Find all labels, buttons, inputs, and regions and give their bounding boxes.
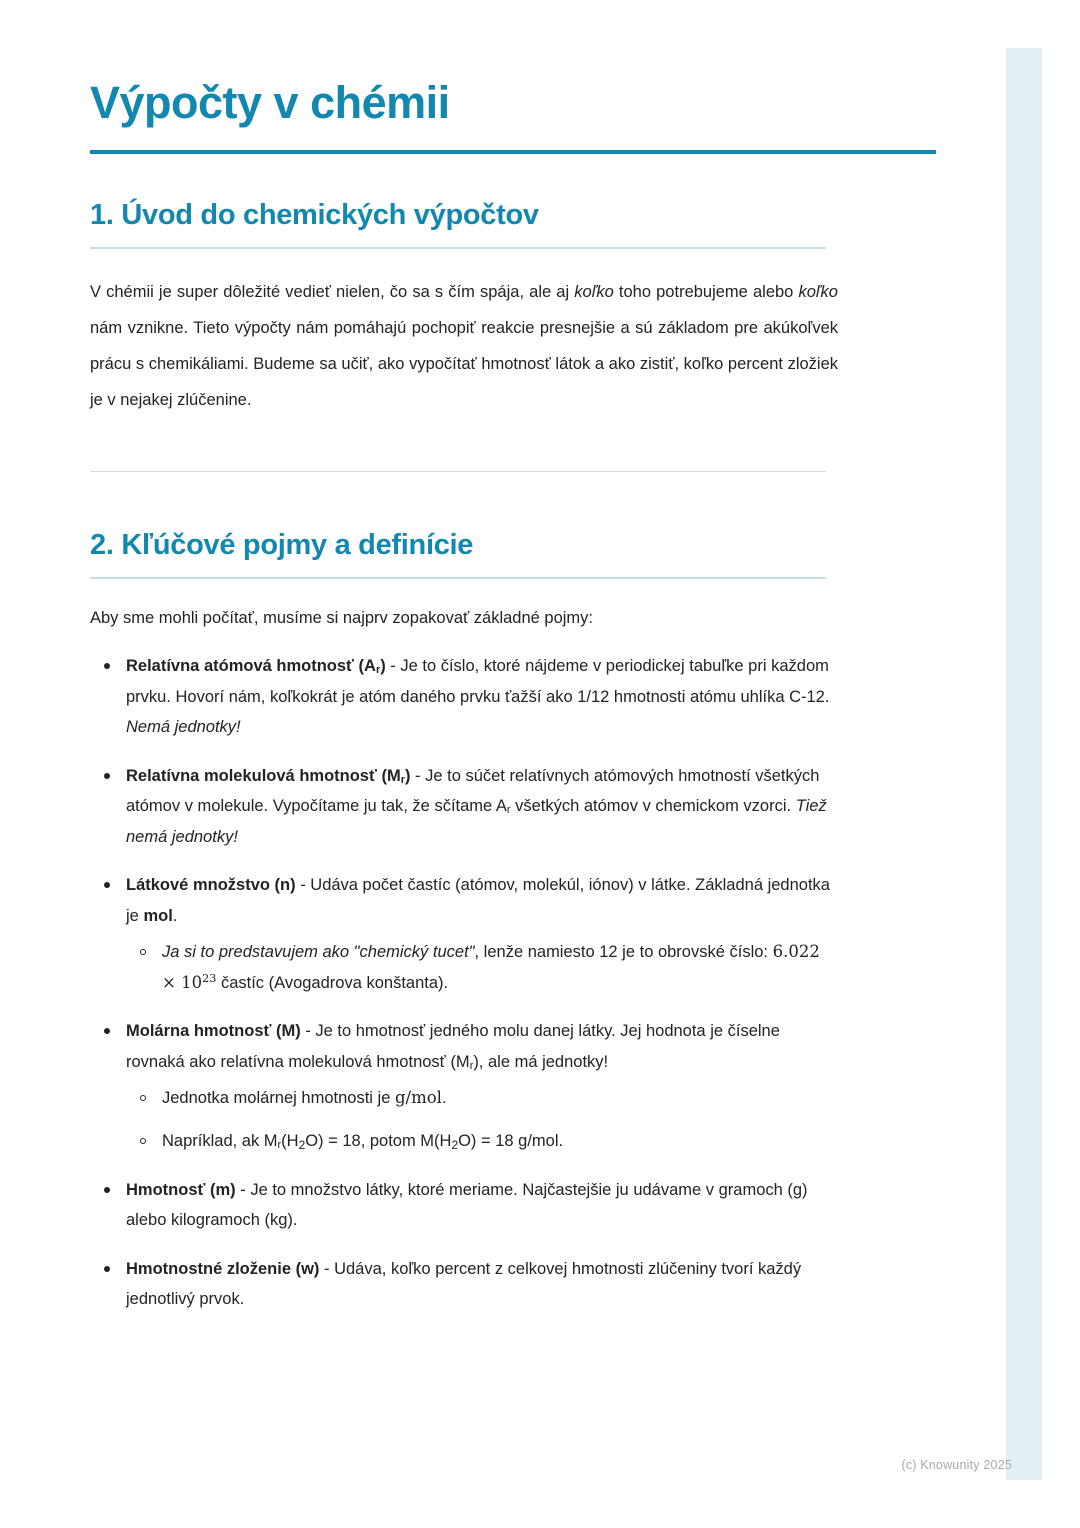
term-close-paren: ) [380, 657, 386, 676]
sub-list-item [126, 1083, 838, 1114]
paragraph-emphasis-2: koľko [798, 283, 838, 302]
term-text: Relatívna molekulová hmotnosť (M [126, 766, 401, 785]
list-item [90, 1254, 838, 1315]
bullet-dot-icon [104, 663, 110, 669]
inline-subscript: r [506, 804, 511, 817]
section-2-lead: Aby sme mohli počítať, musíme si najprv zopakovať základné pojmy: [90, 608, 594, 627]
term-description: - Udáva, koľko percent z celkovej hmotnosti zlúčeniny tvorí každý jednotlivý prvok. [126, 1259, 802, 1309]
bullet-dot-icon [104, 1266, 110, 1272]
section-heading-1: 1. Úvod do chemických výpočtov [90, 199, 539, 232]
page-edge-accent-band [1006, 48, 1042, 1480]
list-item [90, 870, 838, 998]
sub-text-a: Jednotka molárnej hmotnosti je [162, 1089, 395, 1108]
list-item [90, 761, 838, 853]
term-description-b: . [172, 906, 178, 925]
section-separator [90, 471, 826, 472]
bullet-dot-icon [104, 1187, 110, 1193]
term-description-a: - Je to súčet relatívnych atómových hmotností všetkých atómov v molekule. Vypočítame ju tak, že sčítame A [126, 766, 820, 816]
sub-text-after-2: častíc (Avogadrova konštanta). [216, 973, 449, 992]
example-text-d: O) = 18 g/mol. [458, 1131, 564, 1150]
term-description: - Je to množstvo látky, ktoré meriame. Najčastejšie ju udávame v gramoch (g) alebo kilogramoch (kg). [126, 1180, 808, 1230]
term-note: Nemá jednotky! [126, 718, 241, 737]
unit-bold: mol [143, 906, 173, 925]
formula-subscript: 2 [298, 1137, 306, 1152]
term-label: Hmotnosť (m) [126, 1180, 236, 1199]
term-subscript: r [400, 773, 405, 786]
bullet-dot-icon [104, 1028, 110, 1034]
example-text-c: O) = 18, potom M(H [305, 1131, 452, 1150]
paragraph-emphasis-1: koľko [574, 283, 614, 302]
sub-text-after: , lenže namiesto 12 je to obrovské číslo: [474, 943, 773, 962]
term-description-b: všetkých atómov v chemickom vzorci. [510, 797, 796, 816]
term-description-a: - Je to hmotnosť jedného molu danej látky. Jej hodnota je číselne rovnaká ako relatívna molekulová hmotnosť (M [126, 1022, 780, 1071]
list-item [90, 651, 838, 743]
term-label [126, 767, 410, 785]
paragraph-text-part-3: nám vznikne. Tieto výpočty nám pomáhajú pochopiť reakcie presnejšie a sú základom pre akúkoľvek prácu s chemikáliami. Budeme sa učiť, ako vypočítať hmotnosť látok a ako zistiť, koľko percent zložiek je v nejakej zlúčenine. [90, 319, 838, 410]
term-description-a: - Udáva počet častíc (atómov, molekúl, iónov) v látke. Základná jednotka je [126, 876, 830, 925]
term-text: Relatívna atómová hmotnosť (A [126, 657, 376, 676]
sub-list-item [126, 1126, 838, 1157]
unit-math: g/mol [394, 1088, 442, 1108]
list-item [90, 1016, 838, 1156]
section-1-paragraph [90, 275, 838, 419]
section-divider-1 [90, 247, 826, 249]
footer-credit: (c) Knowunity 2025 [901, 1458, 1012, 1472]
sub-list-item [126, 937, 838, 998]
term-subscript: r [375, 664, 381, 677]
example-text-b: (H [281, 1131, 299, 1150]
inline-subscript: r [277, 1139, 282, 1152]
avogadro-exponent: 23 [202, 971, 217, 985]
term-description: - Je to číslo, ktoré nájdeme v periodickej tabuľke pri každom prvku. Hovorí nám, koľkokrát je atóm daného prvku ťažší ako 1/12 hmotnosti atómu uhlíka C-12. [126, 657, 830, 706]
key-terms-list [90, 651, 838, 1315]
inline-subscript: r [469, 1060, 474, 1073]
bullet-ring-icon [140, 1138, 146, 1144]
term-description-b: ), ale má jednotky! [473, 1052, 609, 1071]
term-label: Molárna hmotnosť (M) [126, 1022, 301, 1041]
paragraph-text-part-2: toho potrebujeme alebo [613, 283, 799, 302]
term-label: Látkové množstvo (n) [126, 876, 296, 895]
term-label [126, 657, 386, 675]
sub-list [126, 1083, 838, 1156]
bullet-dot-icon [104, 773, 110, 779]
term-label: Hmotnostné zloženie (w) [126, 1259, 320, 1278]
page-edge-white-margin [1042, 0, 1080, 1528]
list-item [90, 1175, 838, 1236]
avogadro-base: 6.022 × 10 [162, 942, 820, 992]
term-note: Tiež nemá jednotky! [126, 797, 827, 846]
bullet-dot-icon [104, 882, 110, 888]
sub-text-b: . [441, 1089, 447, 1108]
example-text-a: Napríklad, ak M [162, 1131, 278, 1150]
paragraph-text-part-1: V chémii je super dôležité vedieť nielen, čo sa s čím spája, ale aj [90, 283, 575, 302]
title-divider [90, 150, 936, 154]
page-title: Výpočty v chémii [90, 77, 450, 128]
sub-italic-text: Ja si to predstavujem ako "chemický tucet" [162, 943, 475, 962]
sub-list [126, 937, 838, 998]
section-heading-2: 2. Kľúčové pojmy a definície [90, 529, 474, 562]
bullet-ring-icon [140, 1095, 146, 1101]
document-content [90, 78, 838, 1333]
term-close-paren: ) [404, 766, 411, 785]
formula-subscript: 2 [451, 1137, 459, 1152]
section-divider-2 [90, 577, 826, 579]
bullet-ring-icon [140, 949, 146, 955]
